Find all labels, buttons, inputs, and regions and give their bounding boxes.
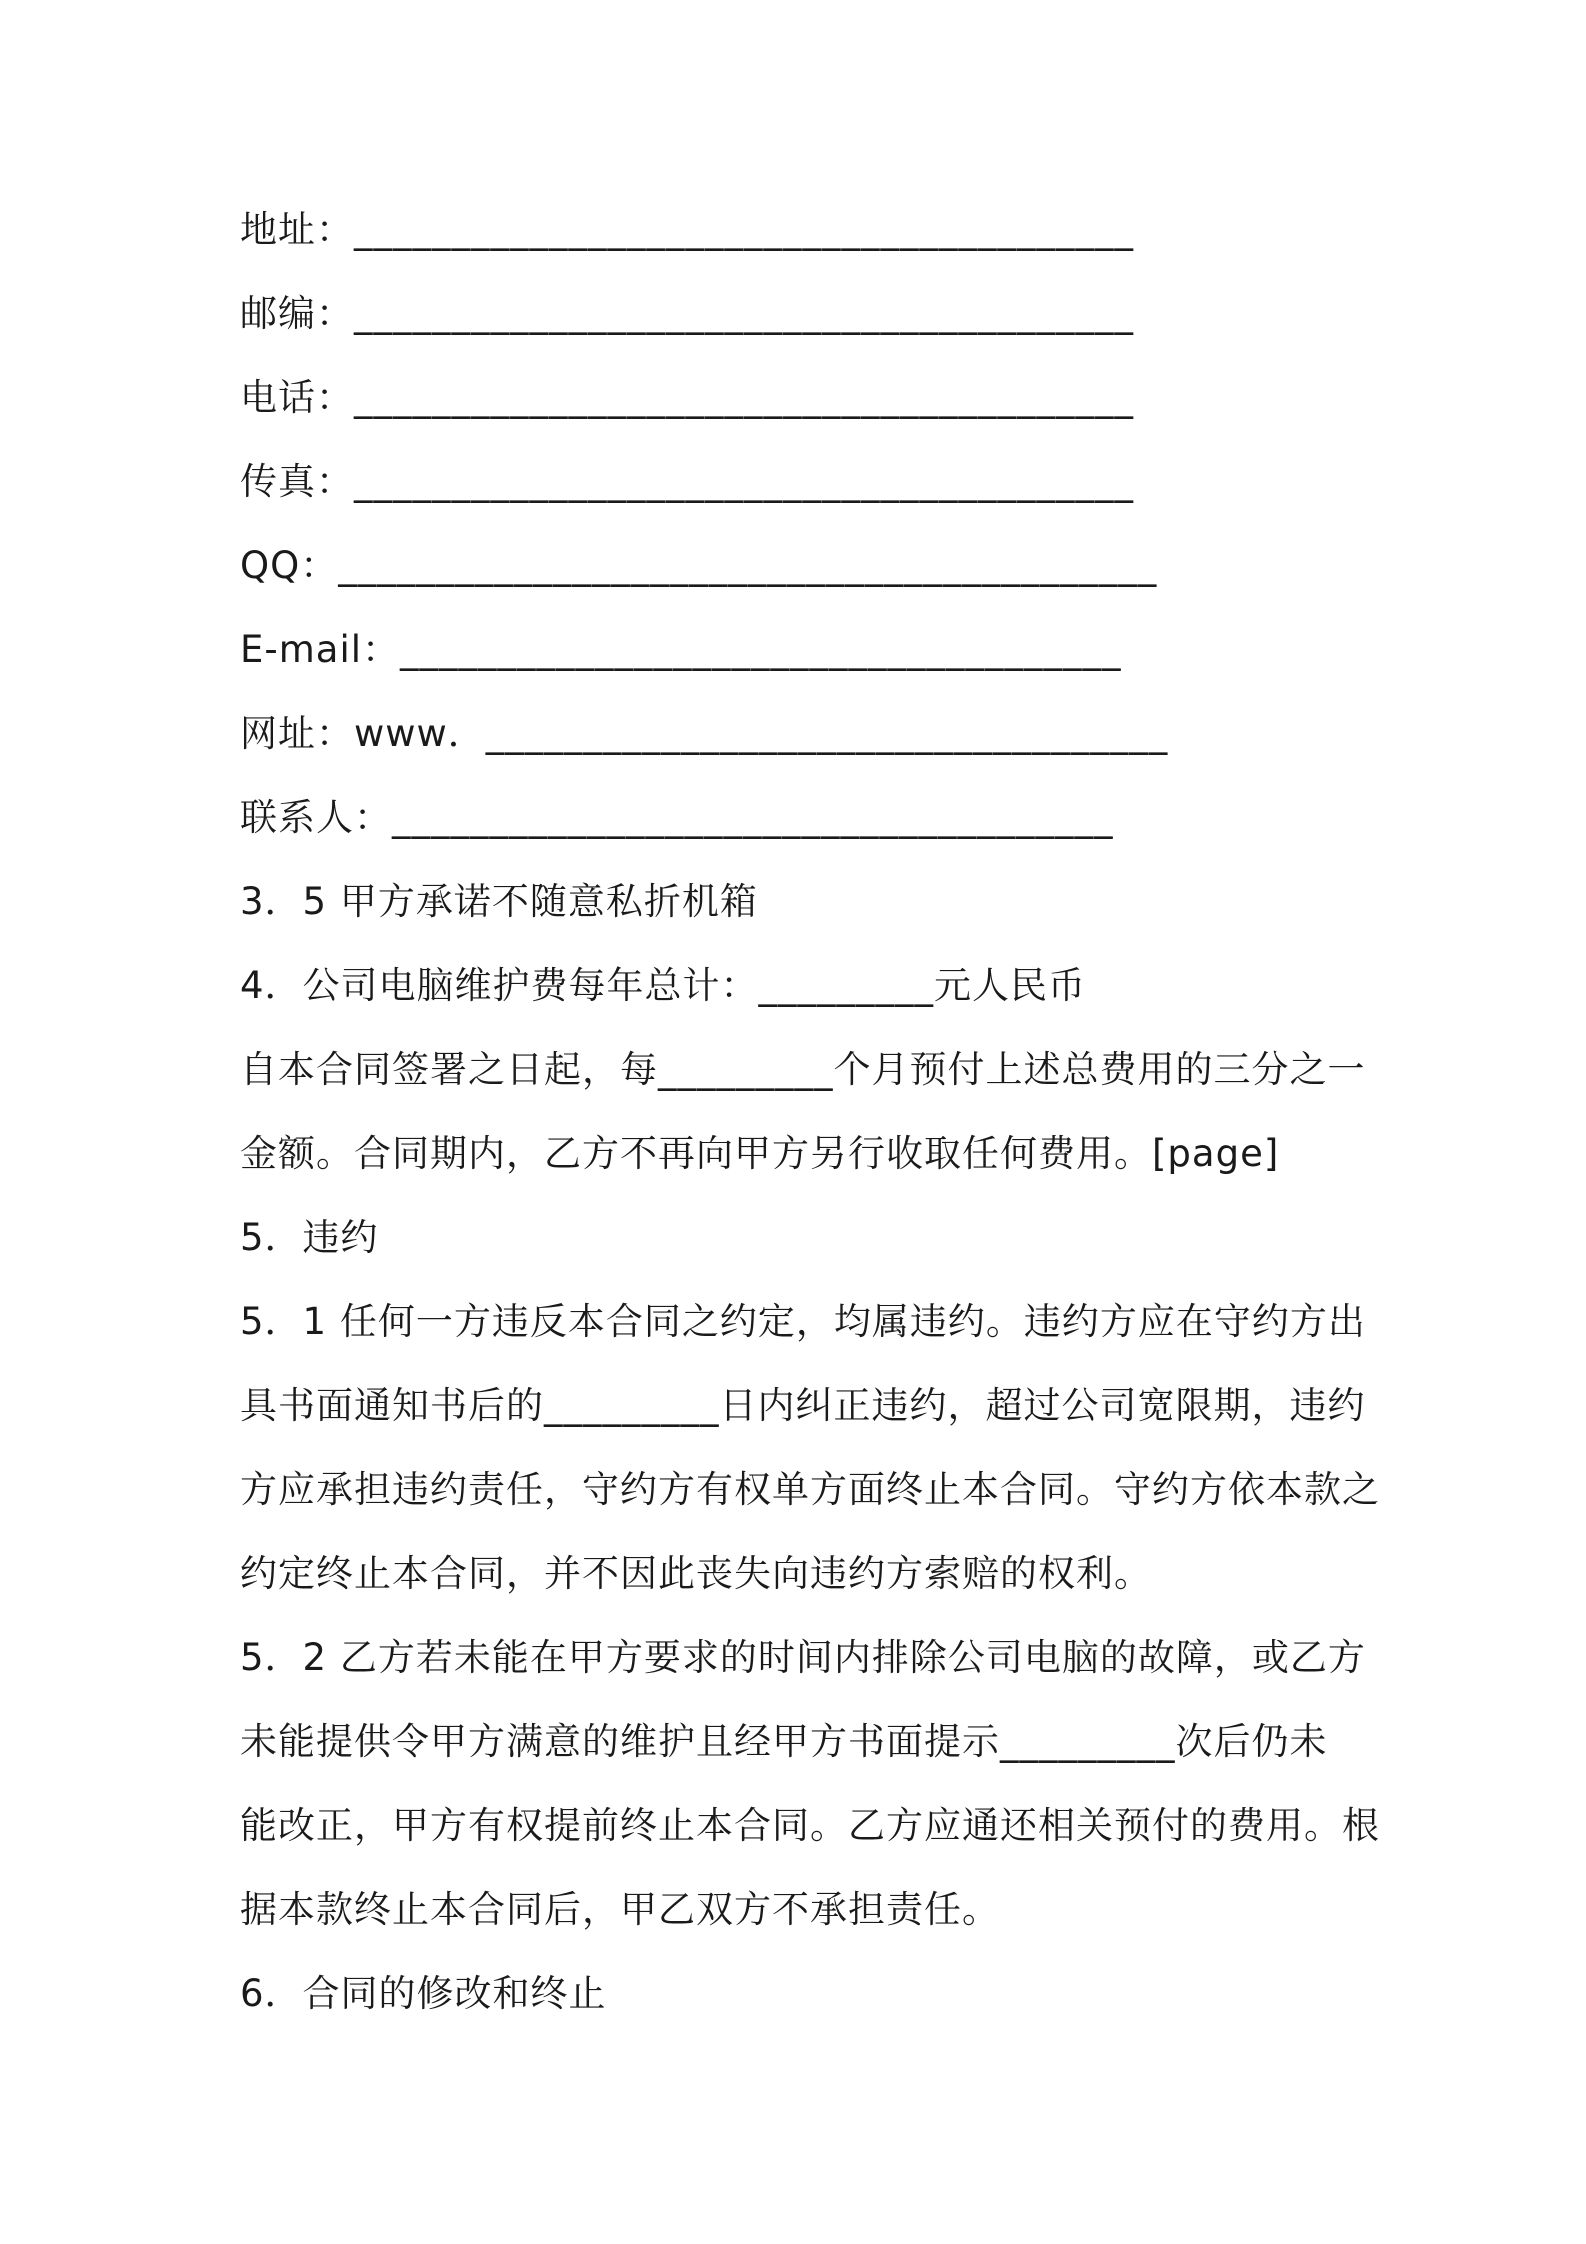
clause-5-2-line-3: 能改正，甲方有权提前终止本合同。乙方应通还相关预付的费用。根 (240, 1804, 1380, 1847)
clause-5-2-line-2: 未能提供令甲方满意的维护且经甲方书面提示_________次后仍未 (240, 1720, 1328, 1763)
clause-5-1-line-2: 具书面通知书后的_________日内纠正违约，超过公司宽限期，违约 (240, 1384, 1366, 1427)
section-6-heading: 6．合同的修改和终止 (240, 1972, 607, 2015)
clause-5-2-line-1: 5．2 乙方若未能在甲方要求的时间内排除公司电脑的故障，或乙方 (240, 1636, 1366, 1679)
clause-5-1-line-3: 方应承担违约责任，守约方有权单方面终止本合同。守约方依本款之 (240, 1468, 1380, 1511)
clause-5-1-line-1: 5．1 任何一方违反本合同之约定，均属违约。违约方应在守约方出 (240, 1300, 1366, 1343)
field-address: 地址：________________________________________ (240, 208, 1134, 251)
clause-4-line-2: 自本合同签署之日起，每_________个月预付上述总费用的三分之一 (240, 1048, 1366, 1091)
field-contact-person: 联系人：_____________________________________ (240, 796, 1114, 839)
field-qq: QQ：__________________________________________ (240, 544, 1158, 587)
field-website: 网址：www．___________________________________ (240, 712, 1169, 755)
field-fax: 传真：________________________________________ (240, 460, 1134, 503)
clause-4: 4．公司电脑维护费每年总计：_________元人民币 (240, 964, 1087, 1007)
clause-5-1-line-4: 约定终止本合同，并不因此丧失向违约方索赔的权利。 (240, 1552, 1152, 1595)
field-phone: 电话：________________________________________ (240, 376, 1134, 419)
clause-3-5: 3．5 甲方承诺不随意私折机箱 (240, 880, 758, 923)
field-postcode: 邮编：________________________________________ (240, 292, 1134, 335)
clause-5-2-line-4: 据本款终止本合同后，甲乙双方不承担责任。 (240, 1888, 1000, 1931)
clause-4-line-3: 金额。合同期内，乙方不再向甲方另行收取任何费用。[page] (240, 1132, 1280, 1175)
field-email: E-mail：_____________________________________ (240, 628, 1122, 671)
section-5-heading: 5．违约 (240, 1216, 379, 1259)
